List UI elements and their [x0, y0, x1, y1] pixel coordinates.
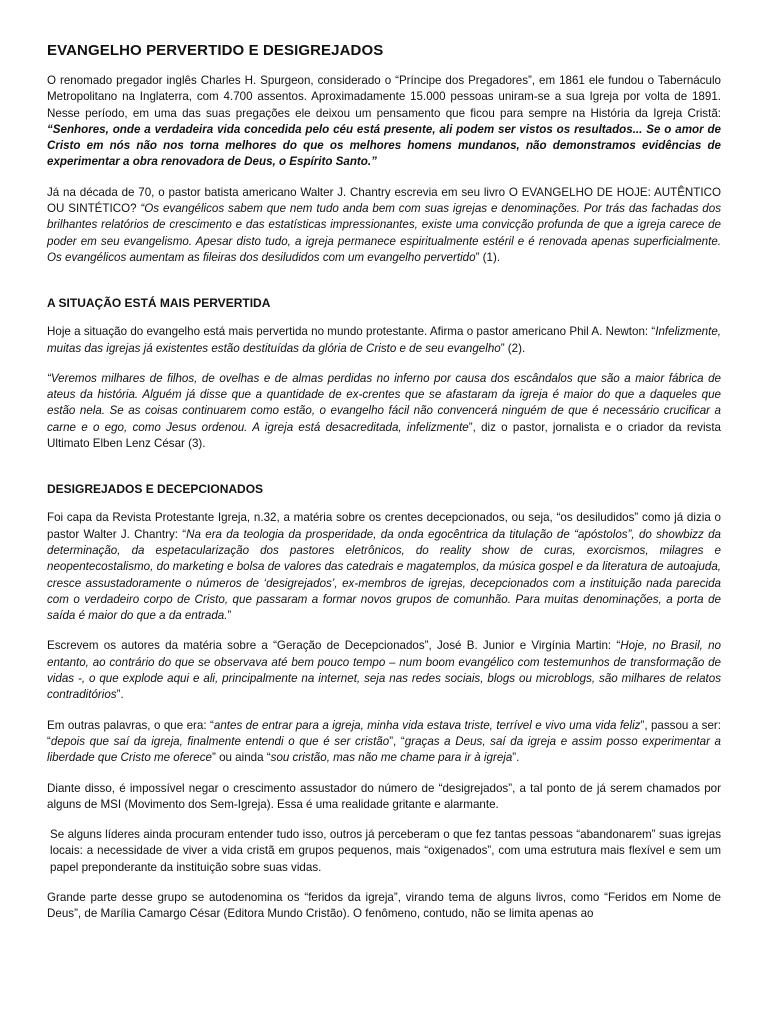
- paragraph-text: Escrevem os autores da matéria sobre a “Geração de Decepcionados”, José B. Junior e Virgínia Martin: “: [47, 639, 621, 653]
- paragraph-text: ” (1).: [475, 250, 501, 264]
- paragraph-newton: [47, 324, 721, 357]
- section-heading-situacao: A SITUAÇÃO ESTÁ MAIS PERVERTIDA: [47, 296, 271, 311]
- paragraph-cesar: [47, 371, 721, 452]
- quote-sou-cristao: sou cristão, mas não me chame para ir à igreja: [270, 751, 513, 765]
- spurgeon-quote: “Senhores, onde a verdadeira vida concedida pelo céu está presente, ali podem ser vistos os resultados... Se o amor de Cristo em nós não nos torna melhores do que os melhores homens mundanos, não demonstramos evidências de experimentar a obra renovadora de Deus, o Espírito Santo.”: [47, 122, 721, 169]
- paragraph-text: ”, passou a ser: “: [47, 718, 721, 748]
- paragraph-text: ”, “: [389, 734, 405, 748]
- paragraph-text: ”: [227, 609, 232, 623]
- paragraph-text: ” ou ainda “: [211, 751, 271, 765]
- paragraph-text: Já na década de 70, o pastor batista americano Walter J. Chantry escrevia em seu livro O EVANGELHO DE HOJE: AUTÊNTICO OU SINTÉTICO?: [47, 185, 721, 216]
- paragraph-text: O renomado pregador inglês Charles H. Spurgeon, considerado o “Príncipe dos Pregadores”, em 1861 ele fundou o Tabernáculo Metropolitano na Inglaterra, com 4.700 assentos. Aproximadamente 15.000 pessoas uniram-se a sua Igreja por volta de 1891. Nesse período, em uma das suas pregações ele deixou um pensamento que ficou para sempre na História da Igreja Cristã:: [47, 74, 721, 120]
- revista-quote: Na era da teologia da prosperidade, da onda egocêntrica da titulação de “apóstolos”, do showbizz da determinação, da espetacularização dos pastores eletrônicos, do reality show de curas, exorcismos, milagres e neopentecostalismo, do marketing e bolsa de valores das catedrais e magatemplos, da música gospel e da literatura de autoajuda, cresce assustadoramente o números de ‘desigrejados’, ex-membros de igrejas, decepcionados com a instituição nada parecida com o verdadeiro corpo de Cristo, que passaram a formar novos grupos de comunhão. Para muitas denominações, a porta de saída é maior do que a da entrada.: [47, 527, 721, 623]
- document-page: [47, 42, 721, 937]
- paragraph-lideres: Se alguns líderes ainda procuram entender tudo isso, outros já perceberam o que fez tantas pessoas “abandonarem” suas igrejas locais: a necessidade de viver a vida cristã em grupos pequenos, mais “oxigenados”, com uma estrutura mais flexível e sem um papel preponderante da instituição sobre suas vidas.: [50, 828, 721, 874]
- quote-depois: depois que saí da igreja, finalmente entendi o que é ser cristão: [50, 734, 390, 748]
- quote-antes: antes de entrar para a igreja, minha vida estava triste, terrível e vivo uma vida feliz: [213, 718, 641, 732]
- paragraph-text: Em outras palavras, o que era: “: [47, 718, 214, 732]
- paragraph-msi: Diante disso, é impossível negar o crescimento assustador do número de “desigrejados”, a tal ponto de já serem chamados por alguns de MSI (Movimento dos Sem-Igreja). Essa é uma realidade gritante e alarmante.: [47, 781, 721, 811]
- paragraph-text: Foi capa da Revista Protestante Igreja, n.32, a matéria sobre os crentes decepcionados, ou seja, “os desiludidos” como já dizia o pastor Walter J. Chantry: “: [47, 511, 721, 541]
- paragraph-geracao-decepcionados: [47, 638, 721, 703]
- document-title: EVANGELHO PERVERTIDO E DESIGREJADOS: [47, 42, 384, 59]
- paragraph-text: ”.: [116, 688, 124, 702]
- cesar-quote: “Veremos milhares de filhos, de ovelhas e de almas perdidas no inferno por causa dos escândalos que são a maior fábrica de ateus da história. Alguém já disse que a quantidade de ex-crentes que se afastaram da igreja é maior do que a daqueles que estão nela. Se as coisas continuarem como estão, o evangelho fácil não convencerá ninguém de que é necessário crucificar a carne e o ego, como Jesus ordenou. A igreja está desacreditada, infelizmente: [47, 371, 721, 434]
- chantry-quote: “Os evangélicos sabem que nem tudo anda bem com suas igrejas e denominações. Por trás das fachadas dos brilhantes relatórios de crescimento e das estatísticas impressionantes, existe uma convicção profunda de que a igreja carece de poder em seu evangelismo. Apesar disto tudo, a igreja permanece espiritualmente estéril e é renovada apenas superficialmente. Os evangélicos aumentam as fileiras dos desiludidos com um evangelho pervertido: [47, 202, 721, 264]
- paragraph-outras-palavras: [47, 718, 721, 767]
- paragraph-revista-igreja: [47, 510, 721, 624]
- paragraph-chantry: [47, 185, 721, 266]
- geracao-quote: Hoje, no Brasil, no entanto, ao contrário do que se observava até bem pouco tempo – num boom evangélico com testemunhos de transformação de vidas -, o que explode aqui e ali, principalmente na internet, seja nas redes sociais, blogs ou microblogs, são milhares de relatos contraditórios: [47, 639, 721, 702]
- paragraph-text: Hoje a situação do evangelho está mais pervertida no mundo protestante. Afirma o pastor americano Phil A. Newton: “: [47, 325, 656, 339]
- newton-quote: Infelizmente, muitas das igrejas já existentes estão destituídas da glória de Cristo e de seu evangelho: [47, 325, 721, 355]
- paragraph-text: ”.: [512, 751, 520, 765]
- quote-gracas: graças a Deus, saí da igreja e assim posso experimentar a liberdade que Cristo me oferece: [47, 734, 722, 765]
- paragraph-text: ” (2).: [500, 341, 526, 355]
- paragraph-text: ”, diz o pastor, jornalista e o criador da revista Ultimato Elben Lenz César (3).: [47, 420, 721, 451]
- section-heading-desigrejados: DESIGREJADOS E DECEPCIONADOS: [47, 482, 264, 497]
- paragraph-feridos: Grande parte desse grupo se autodenomina os “feridos da igreja”, virando tema de alguns livros, como “Feridos em Nome de Deus”, de Marília Camargo César (Editora Mundo Cristão). O fenômeno, contudo, não se limita apenas ao: [47, 890, 721, 921]
- paragraph-spurgeon: [47, 73, 721, 171]
